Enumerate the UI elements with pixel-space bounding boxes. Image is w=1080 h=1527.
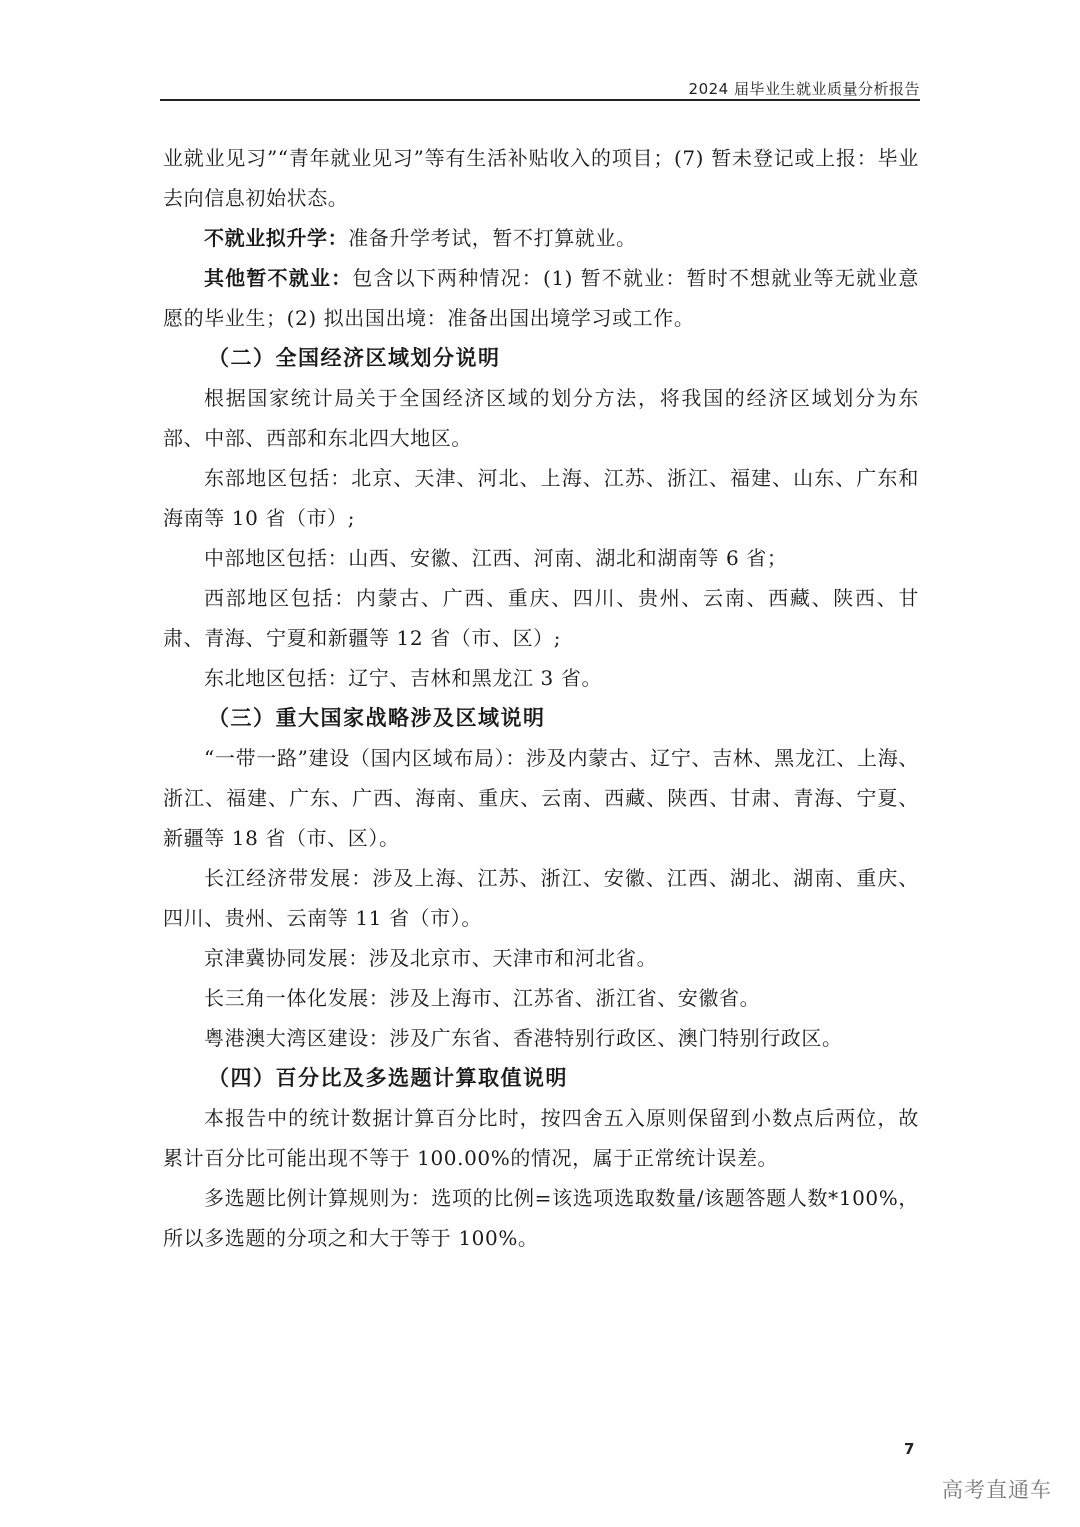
report-header-title: 2024 届毕业生就业质量分析报告 [688,80,920,98]
paragraph-other-unemployed [163,258,919,338]
section-heading-economic-regions: （二）全国经济区域划分说明 [208,345,501,370]
paragraph-yangtze: 长江经济带发展：涉及上海、江苏、浙江、安徽、江西、湖北、湖南、重庆、四川、贵州、云南等 11 省（市）。 [163,866,919,930]
paragraph-yrd: 长三角一体化发展：涉及上海市、江苏省、浙江省、安徽省。 [204,986,761,1010]
term-label: 不就业拟升学： [204,226,349,250]
paragraph-gba: 粤港澳大湾区建设：涉及广东省、香港特别行政区、澳门特别行政区。 [204,1026,843,1050]
paragraph-continued: 业就业见习”“青年就业见习”等有生活补贴收入的项目；(7) 暂未登记或上报：毕业去向信息初始状态。 [163,146,919,210]
paragraph-further-study [163,218,919,258]
paragraph-multi-choice: 多选题比例计算规则为：选项的比例=该选项选取数量/该题答题人数*100%，所以多选题的分项之和大于等于 100%。 [163,1186,919,1250]
paragraph-belt-road: “一带一路”建设（国内区域布局）：涉及内蒙古、辽宁、吉林、黑龙江、上海、浙江、福建、广东、广西、海南、重庆、云南、西藏、陕西、甘肃、青海、宁夏、新疆等 18 省（市、区）。 [163,746,919,850]
term-text: 包含以下两种情况：(1) 暂不就业：暂时不想就业等无就业意愿的毕业生；(2) 拟出国出境：准备出国出境学习或工作。 [163,266,919,330]
section-heading-national-strategies: （三）重大国家战略涉及区域说明 [208,705,546,730]
paragraph-central: 中部地区包括：山西、安徽、江西、河南、湖北和湖南等 6 省； [204,546,788,570]
paragraph-rounding: 本报告中的统计数据计算百分比时，按四舍五入原则保留到小数点后两位，故累计百分比可能出现不等于 100.00%的情况，属于正常统计误差。 [163,1106,919,1170]
paragraph-east: 东部地区包括：北京、天津、河北、上海、江苏、浙江、福建、山东、广东和海南等 10 省（市）; [163,466,919,530]
section-heading-percentage: （四）百分比及多选题计算取值说明 [208,1065,568,1090]
term-text: 准备升学考试，暂不打算就业。 [348,226,637,250]
page-number: 7 [904,1440,915,1458]
header-divider [160,99,920,101]
paragraph-west: 西部地区包括：内蒙古、广西、重庆、四川、贵州、云南、西藏、陕西、甘肃、青海、宁夏和新疆等 12 省（市、区）; [163,586,919,650]
paragraph-regions-intro: 根据国家统计局关于全国经济区域的划分方法，将我国的经济区域划分为东部、中部、西部和东北四大地区。 [163,386,919,450]
paragraph-jjj: 京津冀协同发展：涉及北京市、天津市和河北省。 [204,946,658,970]
document-body [163,138,919,1258]
watermark: 高考直通车 [942,1478,1052,1502]
term-label: 其他暂不就业： [204,266,353,290]
paragraph-northeast: 东北地区包括：辽宁、吉林和黑龙江 3 省。 [204,666,603,690]
